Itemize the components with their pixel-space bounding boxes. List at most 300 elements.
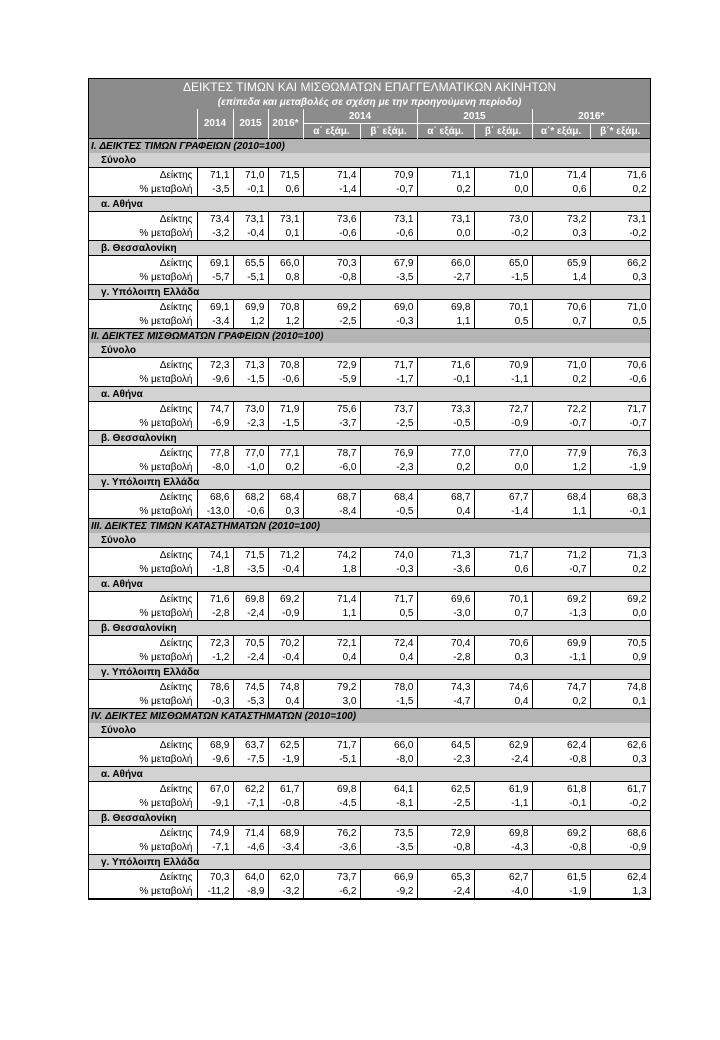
value-cell: 1,1 xyxy=(417,314,474,329)
value-cell: 68,6 xyxy=(197,490,233,505)
value-cell: 68,3 xyxy=(590,490,650,505)
value-cell: -3,6 xyxy=(303,840,360,855)
region-header-row xyxy=(89,285,650,300)
region-header-row xyxy=(89,723,650,738)
index-row xyxy=(89,402,650,417)
index-row xyxy=(89,490,650,505)
value-cell: 72,4 xyxy=(360,636,417,651)
region-name: Σύνολο xyxy=(89,723,650,738)
region-header-row xyxy=(89,577,650,592)
region-name: α. Αθήνα xyxy=(89,577,650,592)
value-cell: 66,9 xyxy=(360,870,417,885)
value-cell: -3,5 xyxy=(197,182,233,197)
value-cell: -0,7 xyxy=(590,416,650,431)
value-cell: -11,2 xyxy=(197,884,233,899)
row-label: % μεταβολή xyxy=(89,884,197,899)
value-cell: 67,0 xyxy=(197,782,233,797)
row-label: % μεταβολή xyxy=(89,694,197,709)
value-cell: 71,9 xyxy=(268,402,303,417)
value-cell: 73,3 xyxy=(417,402,474,417)
header-group-2015: 2015 xyxy=(417,109,532,124)
value-cell: -0,8 xyxy=(268,796,303,811)
value-cell: 69,2 xyxy=(590,592,650,607)
value-cell: -1,0 xyxy=(233,460,268,475)
value-cell: -7,1 xyxy=(197,840,233,855)
value-cell: 0,6 xyxy=(474,562,532,577)
value-cell: 0,2 xyxy=(532,694,590,709)
value-cell: 77,0 xyxy=(417,446,474,461)
value-cell: 1,3 xyxy=(590,884,650,899)
value-cell: 0,7 xyxy=(474,606,532,621)
value-cell: 73,7 xyxy=(360,402,417,417)
value-cell: 65,9 xyxy=(532,256,590,271)
value-cell: -2,4 xyxy=(233,606,268,621)
row-label: % μεταβολή xyxy=(89,650,197,665)
value-cell: 76,2 xyxy=(303,826,360,841)
row-label: % μεταβολή xyxy=(89,270,197,285)
change-row xyxy=(89,840,650,855)
value-cell: 69,0 xyxy=(360,300,417,315)
value-cell: 0,5 xyxy=(474,314,532,329)
change-row xyxy=(89,226,650,241)
value-cell: 69,6 xyxy=(417,592,474,607)
value-cell: -4,5 xyxy=(303,796,360,811)
region-header-row xyxy=(89,387,650,402)
value-cell: 71,3 xyxy=(233,358,268,373)
value-cell: -0,8 xyxy=(417,840,474,855)
value-cell: -0,6 xyxy=(303,226,360,241)
value-cell: 70,6 xyxy=(590,358,650,373)
value-cell: 71,6 xyxy=(590,168,650,183)
header-group-2016: 2016* xyxy=(532,109,650,124)
value-cell: 0,0 xyxy=(590,606,650,621)
value-cell: -2,4 xyxy=(417,884,474,899)
table-subtitle: (επίπεδα και μεταβολές σε σχέση με την προηγούμενη περίοδο) xyxy=(89,96,650,109)
value-cell: -0,4 xyxy=(268,562,303,577)
row-label: % μεταβολή xyxy=(89,606,197,621)
change-row xyxy=(89,314,650,329)
region-header-row xyxy=(89,241,650,256)
value-cell: -3,0 xyxy=(417,606,474,621)
value-cell: -8,9 xyxy=(233,884,268,899)
value-cell: 77,1 xyxy=(268,446,303,461)
value-cell: 0,2 xyxy=(417,460,474,475)
value-cell: 71,0 xyxy=(590,300,650,315)
value-cell: 69,9 xyxy=(532,636,590,651)
header-corner xyxy=(89,109,197,139)
value-cell: -0,6 xyxy=(233,504,268,519)
value-cell: 71,4 xyxy=(532,168,590,183)
value-cell: 68,9 xyxy=(268,826,303,841)
row-label: % μεταβολή xyxy=(89,752,197,767)
value-cell: -1,1 xyxy=(532,650,590,665)
value-cell: 73,1 xyxy=(268,212,303,227)
value-cell: 73,4 xyxy=(197,212,233,227)
value-cell: -6,9 xyxy=(197,416,233,431)
value-cell: 65,3 xyxy=(417,870,474,885)
header-semester: β΄ εξάμ. xyxy=(474,124,532,139)
value-cell: 0,4 xyxy=(474,694,532,709)
value-cell: -1,9 xyxy=(268,752,303,767)
value-cell: 69,9 xyxy=(233,300,268,315)
index-row xyxy=(89,446,650,461)
region-name: α. Αθήνα xyxy=(89,767,650,782)
section-header-row xyxy=(89,329,650,344)
value-cell: -2,4 xyxy=(233,650,268,665)
value-cell: 0,3 xyxy=(590,270,650,285)
value-cell: 74,0 xyxy=(360,548,417,563)
value-cell: 0,5 xyxy=(590,314,650,329)
value-cell: 74,2 xyxy=(303,548,360,563)
region-name: γ. Υπόλοιπη Ελλάδα xyxy=(89,475,650,490)
value-cell: -9,2 xyxy=(360,884,417,899)
region-name: β. Θεσσαλονίκη xyxy=(89,621,650,636)
value-cell: -1,9 xyxy=(532,884,590,899)
value-cell: -1,2 xyxy=(197,650,233,665)
value-cell: -8,4 xyxy=(303,504,360,519)
value-cell: 70,2 xyxy=(268,636,303,651)
value-cell: 72,1 xyxy=(303,636,360,651)
value-cell: 71,3 xyxy=(590,548,650,563)
value-cell: -5,1 xyxy=(233,270,268,285)
index-row xyxy=(89,680,650,695)
value-cell: 1,2 xyxy=(268,314,303,329)
value-cell: 62,9 xyxy=(474,738,532,753)
region-header-row xyxy=(89,343,650,358)
header-semester: α΄ εξάμ. xyxy=(303,124,360,139)
value-cell: 73,2 xyxy=(532,212,590,227)
value-cell: -0,6 xyxy=(360,226,417,241)
value-cell: -0,9 xyxy=(590,840,650,855)
value-cell: -3,5 xyxy=(360,270,417,285)
value-cell: 73,5 xyxy=(360,826,417,841)
value-cell: 0,3 xyxy=(590,752,650,767)
value-cell: 77,0 xyxy=(474,446,532,461)
value-cell: 74,5 xyxy=(233,680,268,695)
change-row xyxy=(89,270,650,285)
value-cell: 69,8 xyxy=(474,826,532,841)
value-cell: 0,2 xyxy=(268,460,303,475)
value-cell: -8,1 xyxy=(360,796,417,811)
value-cell: 71,7 xyxy=(474,548,532,563)
row-label: % μεταβολή xyxy=(89,840,197,855)
value-cell: 70,5 xyxy=(233,636,268,651)
value-cell: 62,5 xyxy=(417,782,474,797)
value-cell: 64,5 xyxy=(417,738,474,753)
value-cell: 72,2 xyxy=(532,402,590,417)
value-cell: 74,9 xyxy=(197,826,233,841)
index-row xyxy=(89,592,650,607)
row-label: Δείκτης xyxy=(89,212,197,227)
value-cell: 77,9 xyxy=(532,446,590,461)
value-cell: 0,3 xyxy=(532,226,590,241)
row-label: Δείκτης xyxy=(89,256,197,271)
value-cell: -6,0 xyxy=(303,460,360,475)
table-title: ΔΕΙΚΤΕΣ ΤΙΜΩΝ ΚΑΙ ΜΙΣΘΩΜΑΤΩΝ ΕΠΑΓΓΕΛΜΑΤΙΚΩΝ ΑΚΙΝΗΤΩΝ xyxy=(89,79,650,96)
value-cell: 73,7 xyxy=(303,870,360,885)
value-cell: -1,5 xyxy=(474,270,532,285)
value-cell: -0,3 xyxy=(360,314,417,329)
value-cell: -9,6 xyxy=(197,372,233,387)
change-row xyxy=(89,372,650,387)
value-cell: 76,9 xyxy=(360,446,417,461)
value-cell: 70,1 xyxy=(474,300,532,315)
row-label: % μεταβολή xyxy=(89,182,197,197)
indices-table xyxy=(89,79,651,899)
value-cell: 62,6 xyxy=(590,738,650,753)
row-label: Δείκτης xyxy=(89,402,197,417)
value-cell: 71,5 xyxy=(233,548,268,563)
value-cell: -0,1 xyxy=(532,796,590,811)
value-cell: 71,4 xyxy=(233,826,268,841)
value-cell: 74,3 xyxy=(417,680,474,695)
value-cell: -5,9 xyxy=(303,372,360,387)
value-cell: 79,2 xyxy=(303,680,360,695)
value-cell: 76,3 xyxy=(590,446,650,461)
value-cell: 69,8 xyxy=(417,300,474,315)
value-cell: 71,7 xyxy=(360,358,417,373)
value-cell: -2,5 xyxy=(417,796,474,811)
value-cell: 68,9 xyxy=(197,738,233,753)
region-name: α. Αθήνα xyxy=(89,197,650,212)
region-header-row xyxy=(89,431,650,446)
value-cell: -0,6 xyxy=(268,372,303,387)
index-row xyxy=(89,212,650,227)
region-header-row xyxy=(89,153,650,168)
value-cell: 1,1 xyxy=(532,504,590,519)
value-cell: -8,0 xyxy=(360,752,417,767)
value-cell: -2,8 xyxy=(417,650,474,665)
value-cell: 74,8 xyxy=(590,680,650,695)
value-cell: 0,9 xyxy=(590,650,650,665)
value-cell: 68,6 xyxy=(590,826,650,841)
value-cell: 73,1 xyxy=(590,212,650,227)
value-cell: 72,3 xyxy=(197,636,233,651)
value-cell: 0,2 xyxy=(532,372,590,387)
value-cell: 74,1 xyxy=(197,548,233,563)
value-cell: 0,4 xyxy=(303,650,360,665)
value-cell: 0,2 xyxy=(417,182,474,197)
row-label: Δείκτης xyxy=(89,738,197,753)
value-cell: 70,5 xyxy=(590,636,650,651)
value-cell: -5,7 xyxy=(197,270,233,285)
index-row xyxy=(89,300,650,315)
value-cell: 0,4 xyxy=(360,650,417,665)
row-label: Δείκτης xyxy=(89,358,197,373)
value-cell: 0,0 xyxy=(474,460,532,475)
header-semester: β΄* εξάμ. xyxy=(590,124,650,139)
value-cell: -0,4 xyxy=(233,226,268,241)
value-cell: 61,9 xyxy=(474,782,532,797)
value-cell: -1,7 xyxy=(360,372,417,387)
value-cell: 71,0 xyxy=(532,358,590,373)
value-cell: -1,8 xyxy=(197,562,233,577)
row-label: Δείκτης xyxy=(89,548,197,563)
value-cell: 61,5 xyxy=(532,870,590,885)
value-cell: -0,9 xyxy=(474,416,532,431)
value-cell: 0,8 xyxy=(268,270,303,285)
value-cell: 74,7 xyxy=(197,402,233,417)
value-cell: 69,8 xyxy=(233,592,268,607)
value-cell: 0,4 xyxy=(417,504,474,519)
value-cell: -0,2 xyxy=(474,226,532,241)
value-cell: 69,2 xyxy=(532,826,590,841)
value-cell: 62,4 xyxy=(532,738,590,753)
value-cell: -4,3 xyxy=(474,840,532,855)
value-cell: 0,3 xyxy=(474,650,532,665)
value-cell: 0,1 xyxy=(268,226,303,241)
value-cell: -0,2 xyxy=(590,226,650,241)
value-cell: 71,0 xyxy=(474,168,532,183)
header-year-2016: 2016* xyxy=(268,109,303,139)
section-title: IV. ΔΕΙΚΤΕΣ ΜΙΣΘΩΜΑΤΩΝ ΚΑΤΑΣΤΗΜΑΤΩΝ (2010=100) xyxy=(89,709,650,724)
section-header-row xyxy=(89,139,650,154)
value-cell: 1,4 xyxy=(532,270,590,285)
value-cell: -4,7 xyxy=(417,694,474,709)
change-row xyxy=(89,504,650,519)
value-cell: 72,3 xyxy=(197,358,233,373)
value-cell: 67,7 xyxy=(474,490,532,505)
value-cell: 0,6 xyxy=(532,182,590,197)
value-cell: 70,6 xyxy=(474,636,532,651)
header-semester: α΄* εξάμ. xyxy=(532,124,590,139)
row-label: Δείκτης xyxy=(89,636,197,651)
value-cell: -8,0 xyxy=(197,460,233,475)
region-header-row xyxy=(89,621,650,636)
value-cell: -2,3 xyxy=(360,460,417,475)
value-cell: -0,3 xyxy=(197,694,233,709)
header-year-2014: 2014 xyxy=(197,109,233,139)
value-cell: 70,8 xyxy=(268,300,303,315)
index-row xyxy=(89,256,650,271)
value-cell: 66,0 xyxy=(360,738,417,753)
row-label: % μεταβολή xyxy=(89,562,197,577)
region-header-row xyxy=(89,533,650,548)
index-row xyxy=(89,782,650,797)
value-cell: 69,1 xyxy=(197,256,233,271)
value-cell: -5,1 xyxy=(303,752,360,767)
value-cell: 70,9 xyxy=(474,358,532,373)
value-cell: -0,9 xyxy=(268,606,303,621)
index-row xyxy=(89,548,650,563)
value-cell: 70,3 xyxy=(303,256,360,271)
value-cell: 62,4 xyxy=(590,870,650,885)
value-cell: 71,2 xyxy=(268,548,303,563)
value-cell: 71,1 xyxy=(197,168,233,183)
value-cell: 71,4 xyxy=(303,168,360,183)
value-cell: 0,4 xyxy=(268,694,303,709)
header-row-1 xyxy=(89,109,650,124)
value-cell: 78,7 xyxy=(303,446,360,461)
value-cell: -0,7 xyxy=(532,562,590,577)
value-cell: 1,8 xyxy=(303,562,360,577)
value-cell: 67,9 xyxy=(360,256,417,271)
value-cell: -1,5 xyxy=(360,694,417,709)
value-cell: -6,2 xyxy=(303,884,360,899)
value-cell: 71,0 xyxy=(233,168,268,183)
value-cell: 73,1 xyxy=(417,212,474,227)
value-cell: 68,2 xyxy=(233,490,268,505)
value-cell: -0,1 xyxy=(417,372,474,387)
value-cell: 71,1 xyxy=(417,168,474,183)
value-cell: 61,7 xyxy=(268,782,303,797)
index-row xyxy=(89,636,650,651)
index-row xyxy=(89,738,650,753)
region-name: β. Θεσσαλονίκη xyxy=(89,431,650,446)
value-cell: 0,2 xyxy=(590,182,650,197)
value-cell: -0,8 xyxy=(532,840,590,855)
row-label: % μεταβολή xyxy=(89,504,197,519)
value-cell: -0,6 xyxy=(590,372,650,387)
value-cell: -0,8 xyxy=(303,270,360,285)
change-row xyxy=(89,752,650,767)
region-name: α. Αθήνα xyxy=(89,387,650,402)
value-cell: -0,3 xyxy=(360,562,417,577)
value-cell: 65,5 xyxy=(233,256,268,271)
row-label: Δείκτης xyxy=(89,446,197,461)
value-cell: 70,3 xyxy=(197,870,233,885)
value-cell: -0,1 xyxy=(590,504,650,519)
row-label: % μεταβολή xyxy=(89,226,197,241)
section-title: I. ΔΕΙΚΤΕΣ ΤΙΜΩΝ ΓΡΑΦΕΙΩΝ (2010=100) xyxy=(89,139,650,154)
value-cell: -3,2 xyxy=(197,226,233,241)
value-cell: -1,4 xyxy=(303,182,360,197)
value-cell: 0,7 xyxy=(532,314,590,329)
header-semester: β΄ εξάμ. xyxy=(360,124,417,139)
header-year-2015: 2015 xyxy=(233,109,268,139)
value-cell: -3,4 xyxy=(197,314,233,329)
subtitle-row xyxy=(89,96,650,109)
value-cell: 72,9 xyxy=(303,358,360,373)
value-cell: -9,6 xyxy=(197,752,233,767)
row-label: Δείκτης xyxy=(89,592,197,607)
title-row xyxy=(89,79,650,96)
change-row xyxy=(89,694,650,709)
value-cell: -2,5 xyxy=(303,314,360,329)
value-cell: -0,2 xyxy=(590,796,650,811)
value-cell: 72,9 xyxy=(417,826,474,841)
value-cell: 69,1 xyxy=(197,300,233,315)
index-row xyxy=(89,358,650,373)
value-cell: -0,7 xyxy=(532,416,590,431)
index-row xyxy=(89,870,650,885)
value-cell: 68,4 xyxy=(532,490,590,505)
value-cell: -3,7 xyxy=(303,416,360,431)
value-cell: 70,8 xyxy=(268,358,303,373)
change-row xyxy=(89,460,650,475)
row-label: % μεταβολή xyxy=(89,314,197,329)
row-label: Δείκτης xyxy=(89,168,197,183)
region-header-row xyxy=(89,811,650,826)
row-label: Δείκτης xyxy=(89,300,197,315)
value-cell: -2,3 xyxy=(233,416,268,431)
value-cell: 0,0 xyxy=(417,226,474,241)
value-cell: 71,7 xyxy=(360,592,417,607)
value-cell: 71,5 xyxy=(268,168,303,183)
row-label: Δείκτης xyxy=(89,490,197,505)
value-cell: 71,3 xyxy=(417,548,474,563)
region-name: Σύνολο xyxy=(89,153,650,168)
value-cell: 77,0 xyxy=(233,446,268,461)
region-name: β. Θεσσαλονίκη xyxy=(89,811,650,826)
index-row xyxy=(89,168,650,183)
change-row xyxy=(89,182,650,197)
change-row xyxy=(89,562,650,577)
value-cell: 73,6 xyxy=(303,212,360,227)
value-cell: 69,2 xyxy=(268,592,303,607)
value-cell: 66,0 xyxy=(417,256,474,271)
value-cell: -13,0 xyxy=(197,504,233,519)
